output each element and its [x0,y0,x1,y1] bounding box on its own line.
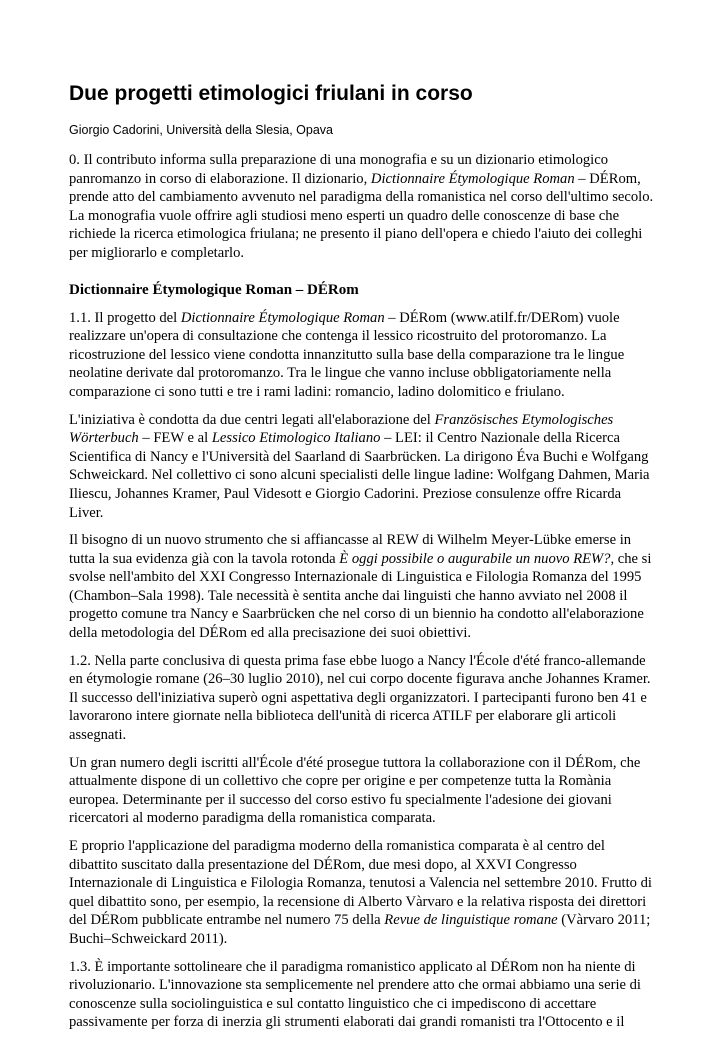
text-run: (Vàrvaro 2011; Buchi–Schweickard 2011). [69,912,651,947]
text-run: L'iniziativa è condotta da due centri legati all'elaborazione del [69,411,435,428]
author-line: Giorgio Cadorini, Università della Slesia, Opava [69,123,334,137]
text-run: Il bisogno di un nuovo strumento che si affiancasse al REW di Wilhelm Meyer-Lübke emerse in tutta la sua evidenza già con la tavola rotonda [69,532,632,567]
italic-title: Dictionnaire Étymologique Roman [180,309,385,326]
text-run: E proprio l'applicazione del paradigma moderno della romanistica comparata è al centro del dibattito suscitato dalla presentazione del DÉRom, due mesi dopo, al XXVI Congresso Internazionale di Linguistica e Filologia Romanza, tenutosi a Valencia nel settembre 2010. Frutto di quel dibattito sono, per esempio, la recensione di Alberto Vàrvaro e la relativa risposta dei direttori del DÉRom pubblicate entrambe nel numero 75 della [69,838,652,929]
text-run: – DÉRom, prende atto del cambiamento avvenuto nel paradigma della romanistica nel corso dell'ultimo secolo. La monografia vuole offrire agli studiosi meno esperti un quadro delle conoscenze di base che richiede la ricerca etimologica friulana; ne presento il piano dell'opera e chiedo l'aiuto dei colleghi per migliorarlo e completarlo. [69,170,654,261]
paragraph-ecole: Un gran numero degli iscritti all'École d'été prosegue tuttora la collaborazione con il DÉRom, che attualmente dispone di un collettivo che copre per origine e per competenze tutta la Romània europea. Determinante per il successo del corso estivo fu specialmente l'adesione dei giovani ricercatori al moderno paradigma della romanistica comparata. [69,754,641,827]
intro-paragraph [69,151,655,263]
text-run: – LEI: il Centro Nazionale della Ricerca Scientifica di Nancy e l'Università del Saarland di Saarbrücken. La dirigono Éva Buchi e Wolfgang Schweickard. Nel collettivo ci sono alcuni specialisti delle lingue ladine: Wolfgang Dahmen, Maria Iliescu, Johannes Kramer, Paul Videsott e Giorgio Cadorini. Preziose consulenze offre Ricarda Liver. [69,430,650,521]
italic-title: È oggi possibile o augurabile un nuovo REW? [339,550,611,567]
italic-title: Französisches Etymologisches Wörterbuch [69,411,614,447]
italic-title: Dictionnaire Étymologique Roman [370,170,575,187]
text-run: , che si svolse nell'ambito del XXI Congresso Internazionale di Linguistica e Filologia Romanza del 1995 (Chambon–Sala 1998). Tale necessità è sentita anche dai linguisti che hanno avviato nel 2008 il progetto comune tra Nancy e Saarbrücken che nel corso di un biennio ha condotto all'elaborazione della metodologia del DÉRom ed alla precisazione dei suoi obiettivi. [69,550,652,642]
section-heading: Dictionnaire Étymologique Roman – DÉRom [69,281,359,298]
paragraph-rew [69,531,655,643]
italic-title: Revue de linguistique romane [384,912,558,929]
paragraph-valencia [69,837,655,949]
text-run: 0. Il contributo informa sulla preparazione di una monografia e su un dizionario etimologico panromanzo in corso di elaborazione. Il dizionario, [69,152,608,187]
paragraph-1-2: 1.2. Nella parte conclusiva di questa prima fase ebbe luogo a Nancy l'École d'été franco-allemande en étymologie romane (26–30 luglio 2010), nel cui corpo docente figurava anche Johannes Kramer. Il successo dell'iniziativa superò ogni aspettativa degli organizzatori. I partecipanti furono ben 41 e lavorarono intere giornate nella biblioteca dell'unità di ricerca ATILF per elaborare gli articoli assegnati. [69,652,651,744]
document-title: Due progetti etimologici friulani in corso [69,82,473,105]
document-page [69,80,655,1041]
paragraph-1-3: 1.3. È importante sottolineare che il paradigma romanistico applicato al DÉRom non ha niente di rivoluzionario. L'innovazione sta semplicemente nel prendere atto che ormai abbiamo una serie di conoscenze sulla sociolinguistica e sul contatto linguistico che ci impediscono di accettare passivamente per forza di inerzia gli strumenti elaborati dai grandi romanisti tra l'Ottocento e il [69,958,641,1031]
paragraph-1-1 [69,309,655,402]
text-run: 1.1. Il progetto del [69,309,181,326]
text-run: – FEW e al [138,430,212,447]
text-run: – DÉRom (www.atilf.fr/DERom) vuole realizzare un'opera di consultazione che contenga il lessico ricostruito del protoromanzo. La ricostruzione del lessico viene condotta innanzitutto sulla base della comparazione tra le lingue neolatine derivate dal protoromanzo. Tra le lingue che vanno incluse obbligatoriamente nella comparazione ci sono tutti e tre i rami ladini: romancio, ladino dolomitico e friulano. [69,309,625,400]
paragraph-initiative [69,411,655,523]
italic-title: Lessico Etimologico Italiano [211,430,381,447]
